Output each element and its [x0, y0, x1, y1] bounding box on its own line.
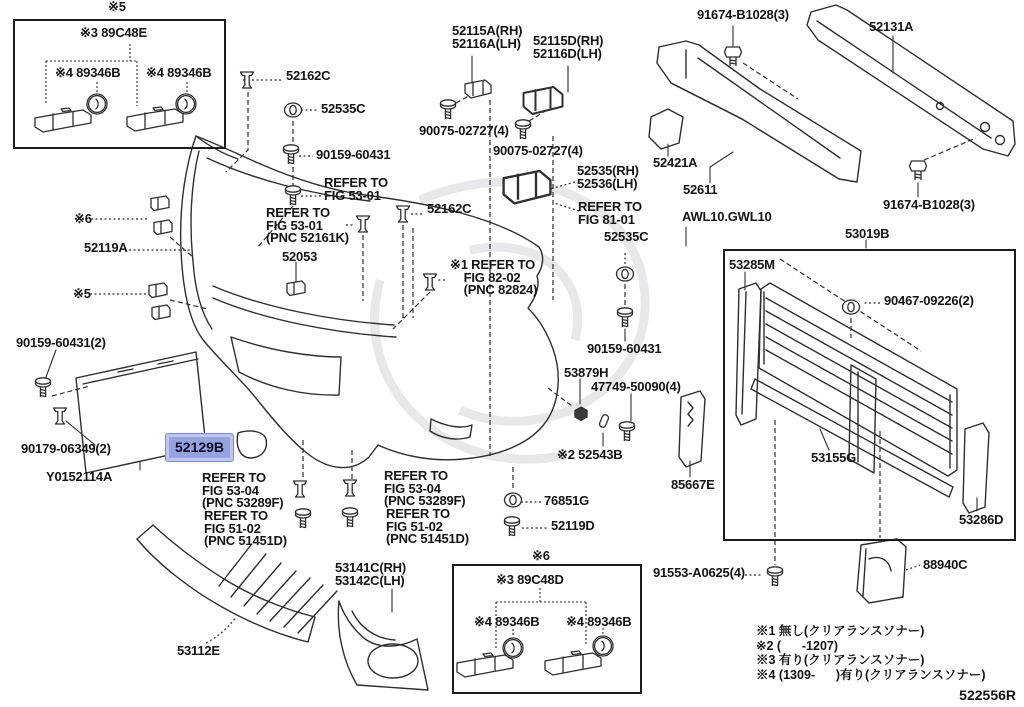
- part-label-53155g: 53155G: [811, 450, 857, 465]
- part-label-y0152114a: Y0152114A: [46, 469, 113, 484]
- spacer-pin-icon: [599, 414, 610, 428]
- screw-icon: [505, 517, 520, 536]
- grommet-icon: [285, 103, 302, 117]
- grommet-icon: [505, 493, 522, 507]
- footnote-line: ※2 ( -1207): [756, 638, 839, 653]
- part-label-52535rh: 52535(RH) 52536(LH): [577, 163, 639, 191]
- bracket-icon: [524, 87, 563, 114]
- part-label-89346b-a: ※4 89346B: [55, 65, 121, 80]
- part-label-90075-b: 90075-02727(4): [493, 143, 583, 158]
- part-label-90179-06349: 90179-06349(2): [21, 441, 111, 456]
- part-label-91674-a: 91674-B1028(3): [697, 7, 789, 22]
- screw-icon: [343, 508, 358, 527]
- push-clip-icon: [294, 481, 307, 497]
- part-label-76851g: 76851G: [544, 493, 590, 508]
- flange-nut-icon: [575, 407, 587, 421]
- screw-icon: [516, 120, 531, 139]
- part-label-53112e: 53112E: [177, 643, 220, 658]
- part-label-53286d: 53286D: [959, 512, 1004, 527]
- screw-icon: [618, 308, 633, 327]
- part-label-note6-b: ※6: [532, 548, 550, 563]
- footnotes: [756, 624, 986, 682]
- part-label-refer-5102-a: REFER TO FIG 51-02 (PNC 51451D): [204, 508, 287, 548]
- part-label-89c48e: ※3 89C48E: [80, 25, 147, 40]
- part-label-52421a: 52421A: [653, 155, 698, 170]
- screw-icon: [36, 378, 51, 397]
- retainer-clip-icon: [154, 220, 172, 235]
- part-label-52535c-a: 52535C: [321, 101, 366, 116]
- part-label-52053: 52053: [282, 249, 318, 264]
- bracket-icon: [504, 171, 551, 203]
- part-label-53019b: 53019B: [845, 226, 890, 241]
- bolt-icon: [725, 47, 742, 66]
- part-label-refer-5304-a: REFER TO FIG 53-04 (PNC 53289F): [202, 470, 284, 510]
- part-label-refer-5301-a: REFER TO FIG 53-01: [324, 175, 388, 203]
- push-clip-icon: [241, 72, 254, 88]
- screw-icon: [768, 567, 783, 586]
- part-label-52119d: 52119D: [551, 518, 595, 533]
- part-label-53879h: 53879H: [564, 365, 609, 380]
- push-clip-icon: [397, 206, 410, 222]
- push-clip-icon: [54, 408, 67, 424]
- part-label-90159-60431-a: 90159-60431: [316, 147, 391, 162]
- highlighted-part-number-52129b[interactable]: 52129B: [166, 434, 233, 461]
- screw-icon: [286, 186, 301, 205]
- part-label-refer-5102-b: REFER TO FIG 51-02 (PNC 51451D): [386, 506, 469, 546]
- part-label-awl10: AWL10.GWL10: [682, 209, 772, 224]
- part-label-89c48d: ※3 89C48D: [496, 572, 564, 587]
- part-label-89346b-c: ※4 89346B: [474, 614, 540, 629]
- fog-lamp-cover-art: [338, 601, 428, 690]
- screw-icon: [284, 145, 299, 164]
- part-label-note5-b: ※5: [73, 286, 91, 301]
- part-label-52115d: 52115D(RH) 52116D(LH): [533, 33, 604, 61]
- push-clip-icon: [357, 216, 370, 232]
- part-label-52131a: 52131A: [869, 19, 914, 34]
- part-label-47749-50090: 47749-50090(4): [591, 379, 681, 394]
- bracket-icon: [465, 80, 491, 98]
- part-label-52535c-b: 52535C: [604, 229, 649, 244]
- bumper-hole-cover-art: [237, 431, 266, 458]
- footnote-line: ※4 (1309- )有り(クリアランスソナー): [756, 667, 986, 682]
- part-label-refer-5304-b: REFER TO FIG 53-04 (PNC 53289F): [384, 468, 466, 508]
- part-label-52162c-b: 52162C: [427, 201, 472, 216]
- part-label-53285m: 53285M: [729, 257, 775, 272]
- part-label-52119a: 52119A: [84, 240, 128, 255]
- part-label-90159-60431-2: 90159-60431(2): [16, 335, 106, 350]
- part-label-89346b-d: ※4 89346B: [566, 614, 632, 629]
- screw-icon: [620, 422, 635, 441]
- part-label-52162c-a: 52162C: [286, 68, 331, 83]
- footnote-line: ※3 有り(クリアランスソナー): [756, 653, 925, 667]
- push-clip-icon: [424, 274, 437, 290]
- screw-icon: [296, 509, 311, 528]
- part-label-85667e: 85667E: [671, 477, 715, 492]
- part-label-91553: 91553-A0625(4): [653, 565, 745, 580]
- retainer-clip-icon: [152, 305, 170, 320]
- push-clip-icon: [344, 480, 357, 496]
- diagram-code: 522556R: [959, 687, 1016, 703]
- retainer-clip-icon: [151, 196, 169, 211]
- part-label-91674-b: 91674-B1028(3): [883, 197, 975, 212]
- part-label-note6-a: ※6: [74, 211, 92, 226]
- screw-icon: [441, 100, 456, 119]
- part-label-89346b-b: ※4 89346B: [146, 65, 212, 80]
- footnote-line: ※1 無し(クリアランスソナー): [756, 624, 925, 638]
- part-label-53141c: 53141C(RH) 53142C(LH): [335, 560, 406, 588]
- part-label-refer-5301-b: REFER TO FIG 53-01 (PNC 52161K): [266, 205, 349, 245]
- part-label-90159-60431-b: 90159-60431: [587, 341, 662, 356]
- part-label-52611: 52611: [683, 182, 718, 197]
- retainer-clip-icon: [287, 281, 305, 296]
- part-label-52115a: 52115A(RH) 52116A(LH): [452, 23, 523, 51]
- part-label-90075-a: 90075-02727(4): [419, 123, 509, 138]
- retainer-clip-icon: [149, 283, 167, 298]
- part-label-88940c: 88940C: [923, 557, 968, 572]
- part-label-refer-8101: REFER TO FIG 81-01: [578, 199, 642, 227]
- part-label-90467: 90467-09226(2): [884, 293, 974, 308]
- grommet-icon: [617, 267, 634, 281]
- part-label-refer-8202: ※1 REFER TO FIG 82-02 (PNC 82824): [450, 257, 538, 297]
- part-label-52543b: ※2 52543B: [557, 447, 623, 462]
- part-label-note5-top: ※5: [108, 0, 126, 14]
- bolt-icon: [910, 161, 927, 180]
